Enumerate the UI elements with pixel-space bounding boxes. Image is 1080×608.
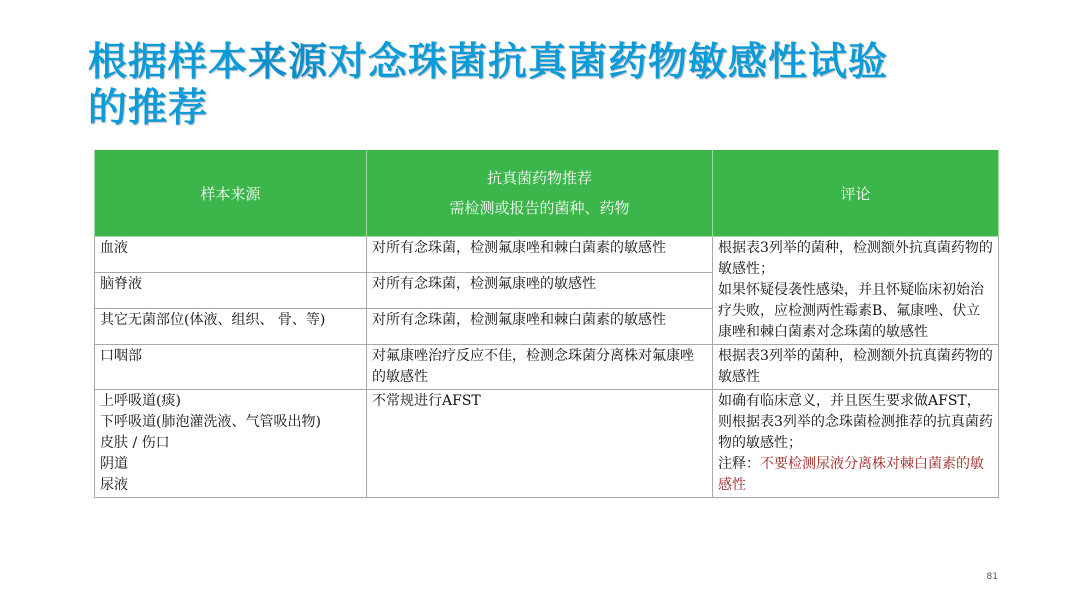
source-cell: 脑脊液: [95, 273, 367, 309]
recommendation-cell: 对所有念珠菌，检测氟康唑的敏感性: [367, 273, 713, 309]
recommendation-cell: 对所有念珠菌，检测氟康唑和棘白菌素的敏感性: [367, 309, 713, 345]
page-number: 81: [986, 572, 998, 582]
source-line: 皮肤 / 伤口: [100, 435, 170, 451]
comment-line: 如确有临床意义，并且医生要求做AFST，则根据表3列举的念珠菌检测推荐的抗真菌药物的敏感性；: [718, 393, 993, 451]
comment-cell: [713, 390, 999, 498]
comment-cell: 根据表3列举的菌种，检测额外抗真菌药物的敏感性: [713, 345, 999, 390]
recommendation-cell: 对氟康唑治疗反应不佳，检测念珠菌分离株对氟康唑的敏感性: [367, 345, 713, 390]
recommendation-cell: 不常规进行AFST: [367, 390, 713, 498]
comment-group-line1: 根据表3列举的菌种，检测额外抗真菌药物的敏感性；: [718, 240, 993, 277]
header-recommendation-line2: 需检测或报告的菌种、药物: [449, 199, 630, 217]
header-recommendation: [367, 150, 713, 237]
comment-group-cell: [713, 237, 999, 345]
source-cell: 其它无菌部位(体液、组织、 骨、等): [95, 309, 367, 345]
table-row: [95, 390, 999, 498]
source-cell: [95, 390, 367, 498]
title-line-2: 的推荐: [88, 86, 209, 131]
source-line: 尿液: [100, 477, 128, 493]
page-title: [88, 40, 1048, 132]
title-part-3: 对念珠菌抗真菌药物敏感性试验: [328, 40, 889, 85]
recommendation-table: [94, 150, 999, 498]
header-sample-source: 样本来源: [95, 150, 367, 237]
source-line: 上呼吸道(痰): [100, 393, 181, 409]
source-line: 阴道: [100, 456, 128, 472]
header-comment: 评论: [713, 150, 999, 237]
note-text: 不要检测尿液分离株对棘白菌素的敏感性: [718, 456, 984, 493]
source-line: 下呼吸道(肺泡灌洗液、气管吸出物): [100, 414, 321, 430]
source-cell: 口咽部: [95, 345, 367, 390]
table-row: [95, 345, 999, 390]
table-header-row: [95, 150, 999, 237]
title-part-2: 来源: [248, 40, 329, 85]
table-row: [95, 237, 999, 273]
source-cell: 血液: [95, 237, 367, 273]
header-recommendation-line1: 抗真菌药物推荐: [486, 169, 592, 187]
title-part-1: 根据样本: [88, 40, 249, 85]
comment-note: [718, 454, 993, 496]
comment-group-line2: 如果怀疑侵袭性感染，并且怀疑临床初始治疗失败，应检测两性霉素B、氟康唑、伏立康唑和棘白菌素对念珠菌的敏感性: [718, 282, 984, 340]
note-label: 注释：: [718, 456, 760, 472]
recommendation-cell: 对所有念珠菌，检测氟康唑和棘白菌素的敏感性: [367, 237, 713, 273]
